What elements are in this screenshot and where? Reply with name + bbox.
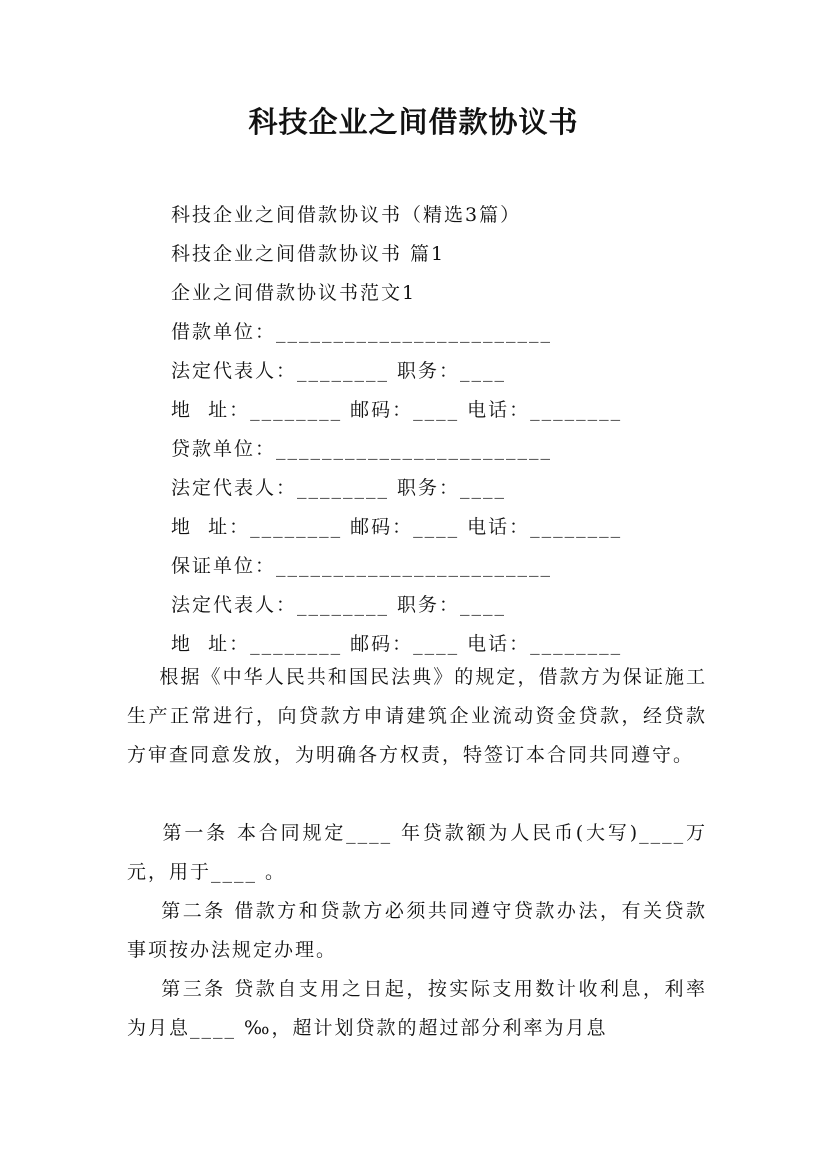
borrower-unit-line: 借款单位：________________________: [171, 321, 553, 343]
guarantor-rep-line: 法定代表人：________ 职务：____: [171, 594, 507, 616]
lender-rep-line: 法定代表人：________ 职务：____: [171, 477, 507, 499]
article-2-paragraph: 第二条 借款方和贷款方必须共同遵守贷款办法，有关贷款事项按办法规定办理。: [127, 900, 707, 961]
borrower-address-line: 地 址：________ 邮码：____ 电话：________: [171, 399, 623, 421]
guarantor-address-line: 地 址：________ 邮码：____ 电话：________: [171, 633, 623, 655]
document-title: 科技企业之间借款协议书: [248, 105, 579, 139]
borrower-rep-line: 法定代表人：________ 职务：____: [171, 360, 507, 382]
section-heading: 科技企业之间借款协议书 篇1: [171, 243, 446, 265]
lender-address-line: 地 址：________ 邮码：____ 电话：________: [171, 516, 623, 538]
subtitle-selected: 科技企业之间借款协议书（精选3篇）: [171, 204, 522, 226]
lender-unit-line: 贷款单位：________________________: [171, 438, 553, 460]
preamble-paragraph: 根据《中华人民共和国民法典》的规定，借款方为保证施工生产正常进行，向贷款方申请建筑企业流动资金贷款，经贷款方审查同意发放，为明确各方权责，特签订本合同共同遵守。: [127, 666, 707, 766]
article-3-paragraph: 第三条 贷款自支用之日起，按实际支用数计收利息，利率为月息____ ‰，超计划贷款的超过部分利率为月息: [127, 978, 707, 1039]
guarantor-unit-line: 保证单位：________________________: [171, 555, 553, 577]
article-1-paragraph: 第一条 本合同规定____ 年贷款额为人民币(大写)____万元，用于____ 。: [127, 822, 707, 883]
sample-heading: 企业之间借款协议书范文1: [171, 282, 417, 304]
